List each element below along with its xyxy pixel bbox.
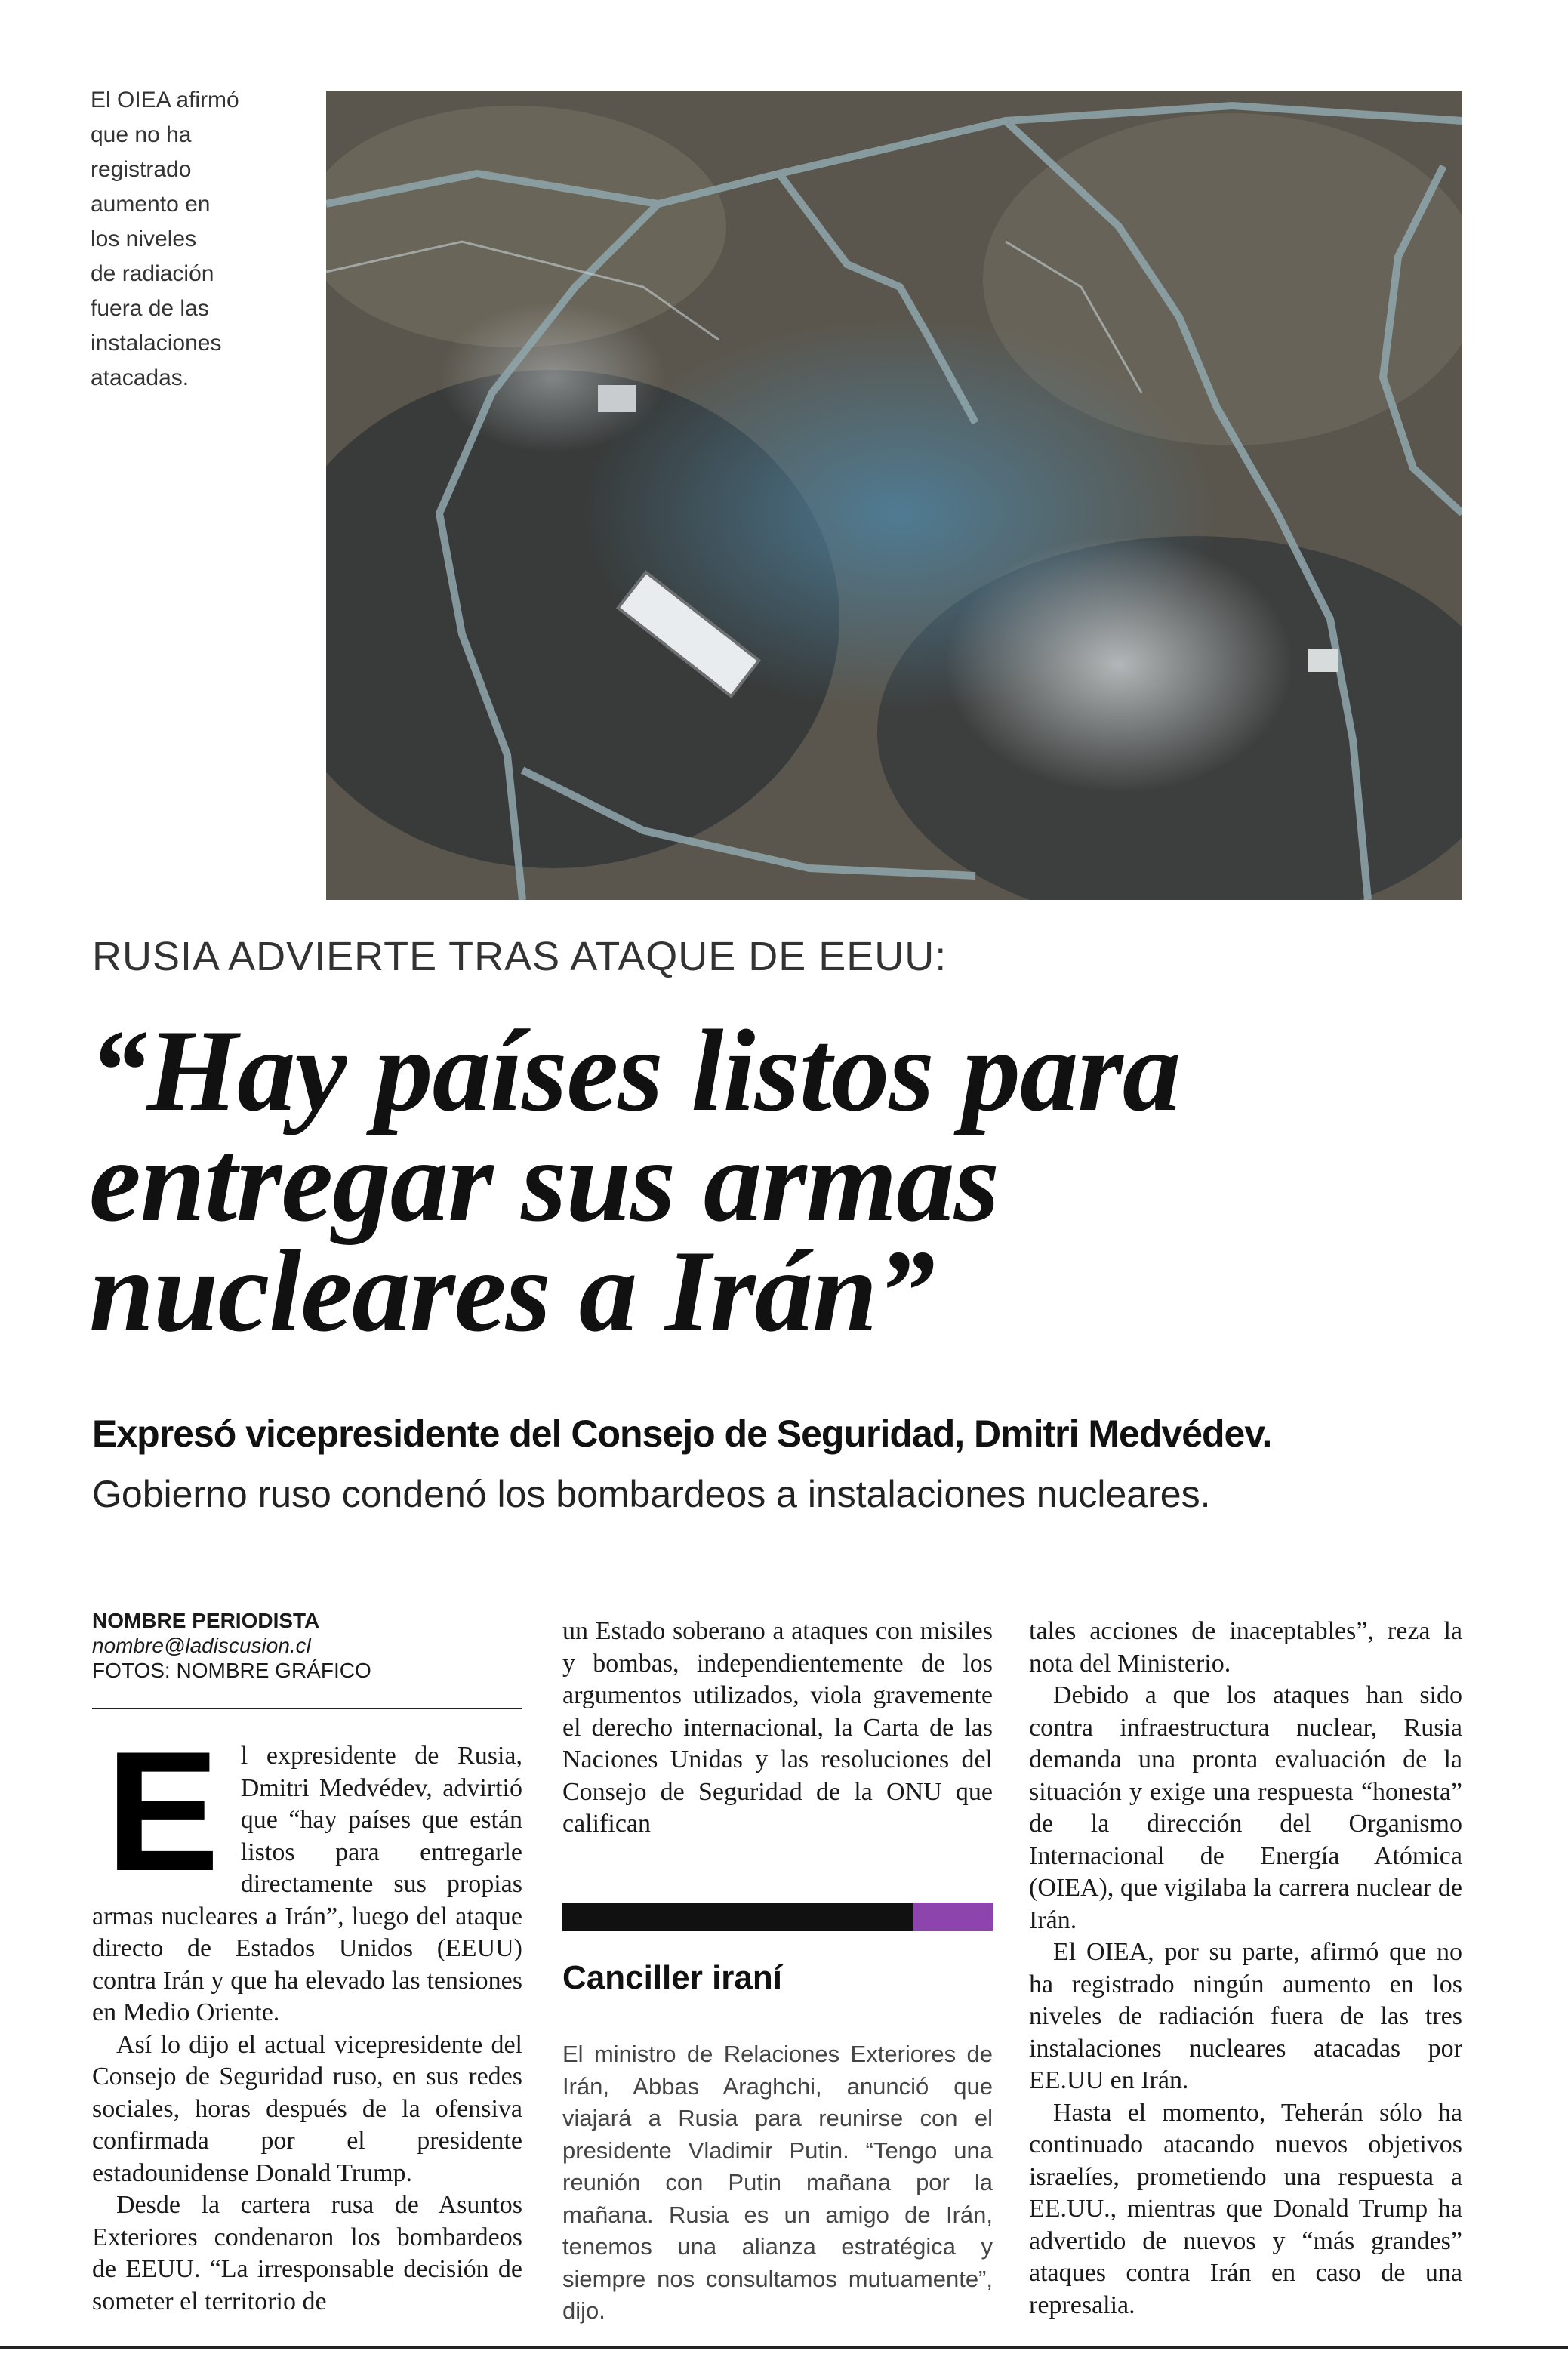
- satellite-photo: [326, 91, 1462, 900]
- paragraph: Debido a que los ataques han sido contra infraestructura nuclear, Rusia demanda una pronta evaluación de la situación y exige una respuesta “honesta” de la dirección del Organismo Internacional de Energía Atómica (OIEA), que vigilaba la carrera nuclear de Irán.: [1029, 1681, 1462, 1934]
- caption-line: los niveles: [91, 226, 197, 251]
- subhead: Canciller iraní: [562, 1959, 783, 1996]
- column-1: [92, 1715, 522, 2318]
- caption-line: El OIEA afirmó: [91, 88, 239, 112]
- paragraph: l expresidente de Rusia, Dmitri Medvédev, advirtió que “hay países que están listos para entregarle directamente sus propias armas nucleares a Irán”, luego del ataque directo de Estados Unidos (EEUU) contra Irán y que ha elevado las tensiones en Medio Oriente.: [92, 1742, 522, 2026]
- caption-line: instalaciones: [91, 331, 222, 356]
- byline-photos: FOTOS: NOMBRE GRÁFICO: [92, 1659, 371, 1682]
- headline: [89, 1006, 1493, 1356]
- drop-cap: E: [106, 1715, 220, 1906]
- sidebar-paragraph: El ministro de Relaciones Exteriores de Irán, Abbas Araghchi, anunció que viajará a Rusia para reunirse con el presidente Vladimir Putin. “Tengo una reunión con Putin mañana por la mañana. Rusia es un amigo de Irán, tenemos una alianza estratégica y siempre nos consultamos mutuamente”, dijo.: [562, 2041, 993, 2324]
- headline-line: entregar sus armas: [89, 1116, 1000, 1246]
- deck: Gobierno ruso condenó los bombardeos a instalaciones nucleares.: [92, 1473, 1211, 1515]
- paragraph: Desde la cartera rusa de Asuntos Exteriores condenaron los bombardeos de EEUU. “La irresponsable decisión de someter el territorio de: [92, 2191, 522, 2315]
- kicker: RUSIA ADVIERTE TRAS ATAQUE DE EEUU:: [92, 934, 947, 979]
- byline: [92, 1608, 522, 1684]
- byline-email: nombre@ladiscusion.cl: [92, 1634, 311, 1657]
- headline-line: “Hay países listos para: [89, 1006, 1181, 1135]
- paragraph: El OIEA, por su parte, afirmó que no ha registrado ningún aumento en los niveles de radiación fuera de las tres instalaciones nucleares atacadas por EE.UU en Irán.: [1029, 1938, 1462, 2094]
- photo-caption: [91, 83, 287, 396]
- caption-line: fuera de las: [91, 296, 209, 321]
- column-3: [1029, 1616, 1462, 2322]
- section-divider: [562, 1903, 993, 1931]
- page-bottom-rule: [0, 2346, 1568, 2349]
- caption-line: registrado: [91, 157, 192, 182]
- paragraph: un Estado soberano a ataques con misiles y bombas, independientemente de los argumentos utilizados, viola gravemente el derecho internacional, la Carta de las Naciones Unidas y las resoluciones del Consejo de Seguridad de la ONU que califican: [562, 1617, 993, 1838]
- caption-line: atacadas.: [91, 365, 189, 390]
- caption-line: de radiación: [91, 261, 214, 286]
- column-2: [562, 1616, 993, 1841]
- byline-name: NOMBRE PERIODISTA: [92, 1609, 320, 1632]
- caption-line: aumento en: [91, 192, 211, 217]
- deck-bold: Expresó vicepresidente del Consejo de Seguridad, Dmitri Medvédev.: [92, 1413, 1272, 1455]
- caption-line: que no ha: [91, 122, 192, 147]
- satellite-photo-image: [326, 91, 1462, 900]
- paragraph: tales acciones de inaceptables”, reza la nota del Ministerio.: [1029, 1617, 1462, 1678]
- byline-divider: [92, 1708, 522, 1709]
- paragraph: Así lo dijo el actual vicepresidente del Consejo de Seguridad ruso, en sus redes sociales, horas después de la ofensiva confirmada por el presidente estadounidense Donald Trump.: [92, 2030, 522, 2187]
- section-divider-accent: [913, 1903, 993, 1931]
- headline-line: nucleares a Irán”: [89, 1226, 935, 1356]
- paragraph: Hasta el momento, Teherán sólo ha continuado atacando nuevos objetivos israelíes, prometiendo una respuesta a EE.UU., mientras que Donald Trump ha advertido de nuevos y “más grandes” ataques contra Irán en caso de una represalia.: [1029, 2098, 1462, 2319]
